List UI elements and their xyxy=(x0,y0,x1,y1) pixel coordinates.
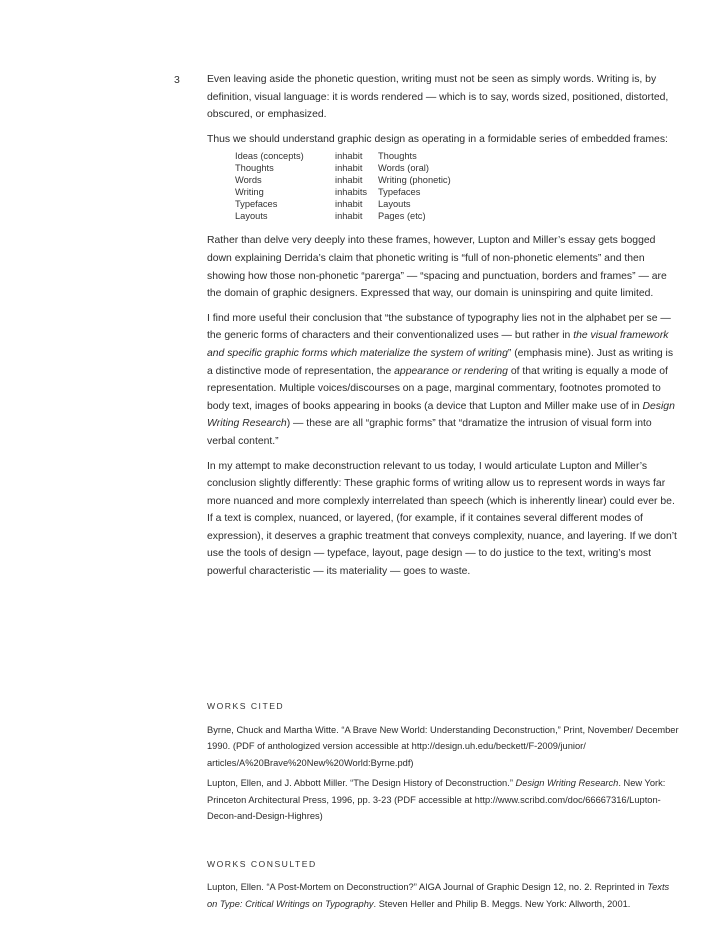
paragraph-3: Rather than delve very deeply into these frames, however, Lupton and Miller’s essay gets bogged down explaining Derrida’s claim that phonetic writing is “full of non-phonetic elements” and then showing how those non-phonetic “parerga” — “spacing and punctuation, borders and frames” — are the domain of graphic designers. Expressed that way, our domain is uninspiring and quite limited. xyxy=(207,235,667,300)
text-run: ) — these are all “graphic forms” that “dramatize the intrusion of visual form into verbal content.” xyxy=(207,418,652,447)
citation xyxy=(207,775,679,825)
text-run: of that writing is equally a mode of representation. Multiple voices/discourses on a page, marginal commentary, footnotes promoted to body text, images of books appearing in books (a device that Lupton and Miller make use of in xyxy=(207,365,668,412)
frames-outer: Pages (etc) xyxy=(378,211,426,222)
text-run: Lupton, Ellen. “A Post-Mortem on Deconstruction?” AIGA Journal of Graphic Design 12, no. 2. Reprinted in xyxy=(207,882,648,892)
frames-verb: inhabit xyxy=(335,211,363,222)
references xyxy=(207,698,679,916)
works-cited-heading: WORKS CITED xyxy=(207,701,285,711)
text-run: . Steven Heller and Philip B. Meggs. New York: Allworth, 2001. xyxy=(373,898,631,909)
text-run: Lupton, Ellen, and J. Abbott Miller. “The Design History of Deconstruction.” xyxy=(207,778,516,788)
text-run: . New York: Princeton Architectural Press, 1996, pp. 3-23 (PDF accessible at http://www.scribd.com/doc/66667316/Lupton-Decon-and-Design-Highres) xyxy=(207,778,666,821)
section-gap xyxy=(207,829,679,856)
frames-outer: Typefaces xyxy=(378,187,421,198)
frames-outer: Words (oral) xyxy=(378,163,429,174)
frames-verb: inhabits xyxy=(335,187,368,198)
works-consulted-heading: WORKS CONSULTED xyxy=(207,858,317,869)
text-run: I find more useful their conclusion that “the substance of typography lies not in the alphabet per se — the generic forms of characters and their conventionalized uses — but rather in xyxy=(207,312,671,342)
frames-row xyxy=(235,210,451,222)
emphasis-text: appearance or rendering xyxy=(394,365,508,377)
paragraph-4 xyxy=(207,310,677,451)
frames-inner: Ideas (concepts) xyxy=(235,151,304,162)
frames-inner: Writing xyxy=(235,187,264,198)
frames-outer: Thoughts xyxy=(378,151,417,162)
frames-verb: inhabit xyxy=(335,199,363,210)
frames-outer: Layouts xyxy=(378,199,411,210)
frames-verb: inhabit xyxy=(335,151,363,162)
book-title: Design Writing Research xyxy=(207,400,675,430)
frames-outer: Writing (phonetic) xyxy=(378,175,451,186)
frames-inner: Typefaces xyxy=(235,199,278,210)
frames-row xyxy=(235,198,451,210)
citation: Byrne, Chuck and Martha Witte. “A Brave New World: Understanding Deconstruction,” Print, November/ December 1990. (PDF of anthologized version accessible at http://design.uh.edu/beckett/F-2009/junior/ articles/A%20Brave%20New%20World:Byrne.pdf) xyxy=(207,724,679,768)
frames-inner: Layouts xyxy=(235,211,268,222)
frames-inner: Thoughts xyxy=(235,163,274,174)
emphasis-text: the visual framework and specific graphic forms which materialize the system of writing xyxy=(207,330,669,359)
frames-verb: inhabit xyxy=(335,163,363,174)
paragraph-2: Thus we should understand graphic design as operating in a formidable series of embedded frames: xyxy=(207,133,668,145)
frames-inner: Words xyxy=(235,175,262,186)
book-title: Design Writing Research xyxy=(515,778,619,788)
paragraph-5: In my attempt to make deconstruction relevant to us today, I would articulate Lupton and Miller’s conclusion slightly differently: These graphic forms of writing allow us to represent words in ways far more nuanced and more complexly interrelated than speech (which is inherently linear) could ever be. If a text is complex, nuanced, or layered, (for example, if it containes several different modes of expression), it deserves a graphic treatment that conveys complexity, nuance, and layering. If we don’t use the tools of design — typeface, layout, page design — to do justice to the text, writing’s most powerful characteristic — its materiality — goes to waste. xyxy=(207,460,677,578)
body-text xyxy=(207,71,677,588)
paragraph-1: Even leaving aside the phonetic question, writing must not be seen as simply words. Writing is, by definition, visual language: it is words rendered — which is to say, words sized, positioned, distorted, obscured, or emphasized. xyxy=(207,74,669,121)
frames-verb: inhabit xyxy=(335,175,363,186)
frames-row xyxy=(235,150,451,162)
frames-row xyxy=(235,162,451,174)
frames-row xyxy=(235,186,451,198)
frames-table xyxy=(235,150,451,222)
section-number: 3 xyxy=(174,74,180,86)
frames-row xyxy=(235,174,451,186)
book-title: Texts on Type: Critical Writings on Typography xyxy=(207,882,670,909)
citation xyxy=(207,879,679,912)
text-run: ” (emphasis mine). Just as writing is a distinctive mode of representation, the xyxy=(207,347,674,377)
